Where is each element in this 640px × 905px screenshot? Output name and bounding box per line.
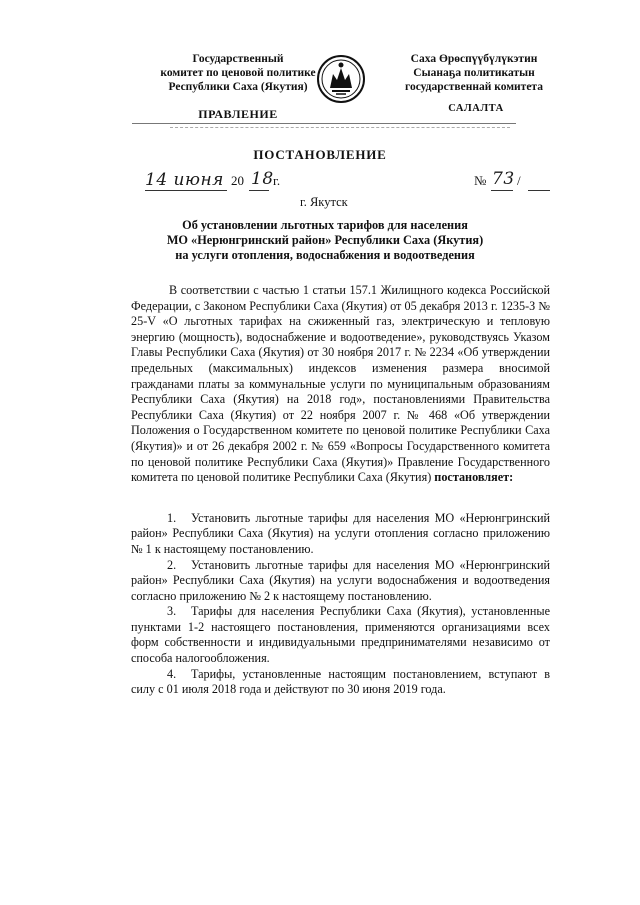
resolution-item [131,511,550,558]
board-label-russian: ПРАВЛЕНИЕ [198,107,278,121]
resolution-keyword: постановляет: [434,470,514,485]
issuer-line: Саха Өрөспүүбүлүкэтин [410,53,538,65]
document-title: ПОСТАНОВЛЕНИЕ [253,147,387,162]
number-suffix-fill-line [528,190,550,191]
document-body [131,283,550,698]
resolution-item [131,667,550,698]
number-fill-line [491,190,513,191]
number-sign: № [474,173,487,188]
subject-line: Об установлении льготных тарифов для населения [182,218,468,232]
date-century: 20 [231,173,244,188]
issuer-name-yakut [376,52,572,94]
number-value-handwritten: 73 [492,169,515,189]
issuer-name-russian [138,52,338,94]
date-suffix: г. [273,173,281,188]
item-text: Установить льготные тарифы для населения МО «Нерюнгринский район» Республики Саха (Якутия) на услуги отопления согласно приложению № 1 к настоящему постановлению. [131,510,550,556]
resolution-item [131,604,550,666]
issuer-line: Государственный [192,53,284,65]
item-text: Тарифы, установленные настоящим постановлением, вступают в силу с 01 июля 2018 года и действуют по 30 июня 2019 года. [131,666,550,697]
issuer-line: комитет по ценовой политике [160,67,316,79]
document-number [474,169,594,194]
item-number: 2. [167,557,177,572]
document-city: г. Якутск [300,195,348,209]
item-number: 1. [167,510,177,525]
header-divider [132,123,516,124]
item-text: Тарифы для населения Республики Саха (Якутия), установленные пунктами 1-2 настоящего постановления, применяются организациями всех форм собственности и индивидуальными предпринимателями независимо от способа налогообложения. [131,604,550,666]
subject-line: на услуги отопления, водоснабжения и водоотведения [175,248,475,262]
preamble-text: В соответствии с частью 1 статьи 157.1 Жилищного кодекса Российской Федерации, с Законом Республики Саха (Якутия) от 05 декабря 2013 г. 1235-З № 25-V «О льготных тарифах на сжиженный газ, электрическую и тепловую энергию (мощность), водоснабжение и водоотведение», руководствуясь Указом Главы Республики Саха (Якутия) от 30 ноября 2017 г. № 2234 «Об утверждении предельных (максимальных) индексов изменения размера вносимой гражданами платы за коммунальные услуги по муниципальным образованиям Республики Саха (Якутия) на 2018 год», постановлениями Правительства Республики Саха (Якутия) от 22 ноября 2007 г. № 468 «Об утверждении Положения о Государственном комитете по ценовой политике Республики Саха (Якутия)» и от 26 декабря 2002 г. № 659 «Вопросы Государственного комитета по ценовой политике Республики Саха (Якутия)» Правление Государственного комитета по ценовой политике Республики Саха (Якутия) [131,283,550,485]
number-slash: / [517,173,521,188]
issuer-line: Республики Саха (Якутия) [168,81,308,93]
header-divider-dashed [170,127,510,128]
item-text: Установить льготные тарифы для населения МО «Нерюнгринский район» Республики Саха (Якутия) на услуги водоснабжения и водоотведения согласно приложению № 2 к настоящему постановлению. [131,557,550,603]
subject-line: МО «Нерюнгринский район» Республики Саха (Якутия) [166,233,484,247]
date-year-handwritten: 18 [251,169,274,189]
coat-of-arms-emblem [316,52,366,106]
board-label-yakut: САЛАЛТА [448,103,504,114]
document-subject [150,218,500,263]
item-number: 4. [167,666,177,681]
issuer-line: государственнай комитета [405,81,543,93]
date-year-fill-line [249,190,269,191]
item-number: 3. [167,604,177,619]
resolution-item [131,558,550,605]
date-fill-line [145,190,227,191]
date-day-month-handwritten: 14 июня [145,170,224,190]
issuer-line: Сыанаҕа политикатын [413,67,535,79]
preamble-paragraph [131,283,550,486]
